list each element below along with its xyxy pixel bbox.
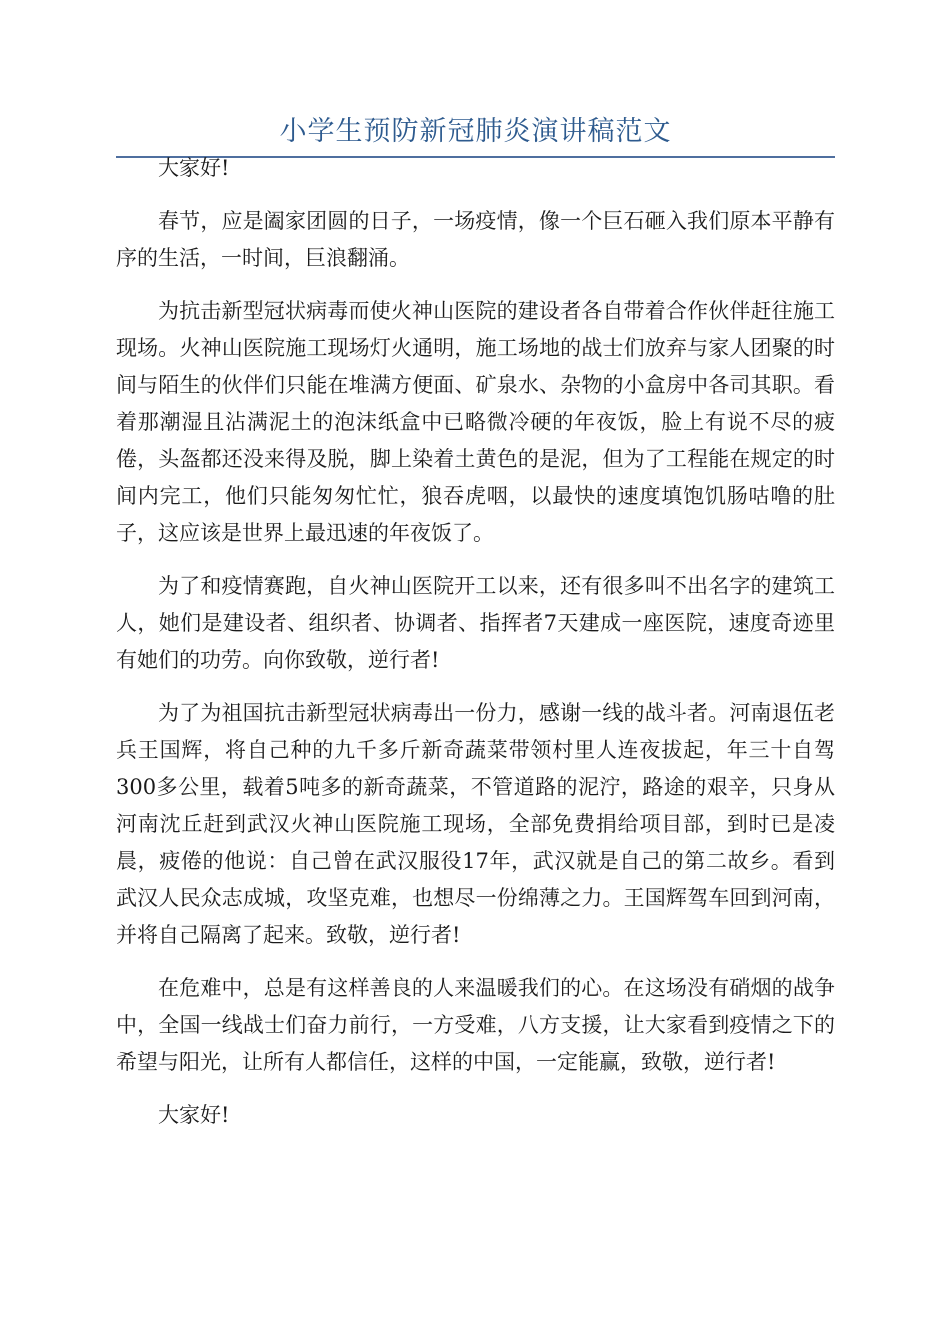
paragraph-construction-workers: 为了和疫情赛跑，自火神山医院开工以来，还有很多叫不出名字的建筑工人，她们是建设者、组织者、协调者、指挥者7天建成一座医院，速度奇迹里有她们的功劳。向你致敬，逆行者!: [116, 574, 835, 672]
paragraph-greeting: 大家好!: [158, 156, 230, 180]
paragraph-closing-greeting: 大家好!: [158, 1103, 230, 1127]
paragraph-kind-people: 在危难中，总是有这样善良的人来温暖我们的心。在这场没有硝烟的战争中，全国一线战士们奋力前行，一方受难，八方支援，让大家看到疫情之下的希望与阳光，让所有人都信任，这样的中国，一定能赢，致敬，逆行者!: [116, 976, 835, 1074]
paragraph-wang-guohui: 为了为祖国抗击新型冠状病毒出一份力，感谢一线的战斗者。河南退伍老兵王国辉，将自己种的九千多斤新奇蔬菜带领村里人连夜拔起，年三十自驾300多公里，载着5吨多的新奇蔬菜，不管道路的泥泞，路途的艰辛，只身从河南沈丘赶到武汉火神山医院施工现场，全部免费捐给项目部，到时已是凌晨，疲倦的他说：自己曾在武汉服役17年，武汉就是自己的第二故乡。看到武汉人民众志成城，攻坚克难，也想尽一份绵薄之力。王国辉驾车回到河南，并将自己隔离了起来。致敬，逆行者!: [116, 701, 835, 947]
paragraph-spring-festival: 春节，应是阖家团圆的日子，一场疫情，像一个巨石砸入我们原本平静有序的生活，一时间，巨浪翻涌。: [116, 209, 835, 270]
document-body: [116, 150, 835, 1150]
paragraph-huoshenshan-builders: 为抗击新型冠状病毒而使火神山医院的建设者各自带着合作伙伴赶往施工现场。火神山医院施工现场灯火通明，施工场地的战士们放弃与家人团聚的时间与陌生的伙伴们只能在堆满方便面、矿泉水、杂物的小盒房中各司其职。看着那潮湿且沾满泥土的泡沫纸盒中已略微冷硬的年夜饭，脸上有说不尽的疲倦，头盔都还没来得及脱，脚上染着土黄色的是泥，但为了工程能在规定的时间内完工，他们只能匆匆忙忙，狼吞虎咽，以最快的速度填饱饥肠咕噜的肚子，这应该是世界上最迅速的年夜饭了。: [116, 299, 835, 545]
document-title: 小学生预防新冠肺炎演讲稿范文: [279, 116, 672, 147]
